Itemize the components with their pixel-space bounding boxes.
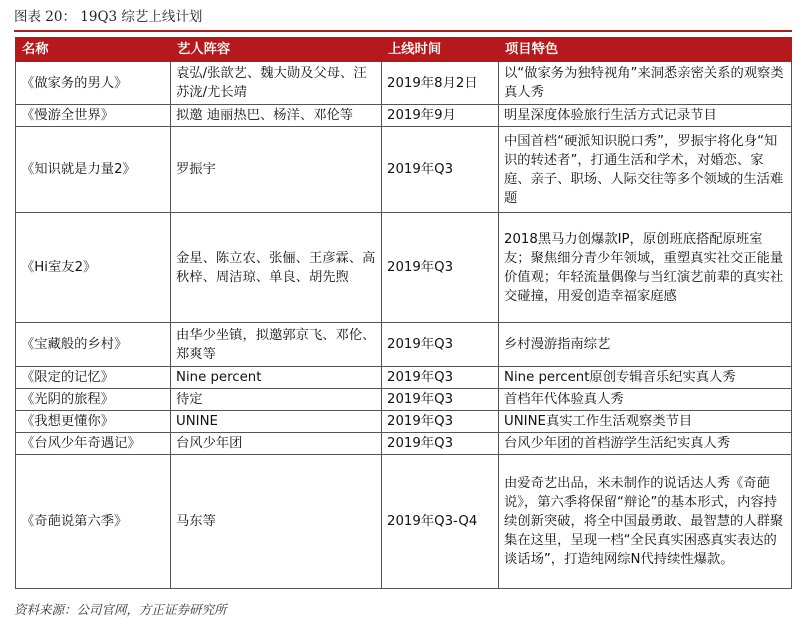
header-cast: 艺人阵容 (171, 38, 382, 62)
cell-feature: Nine percent原创专辑音乐纪实真人秀 (499, 367, 792, 389)
cell-cast: 台风少年团 (171, 433, 382, 455)
cell-date: 2019年Q3 (382, 213, 499, 323)
cell-feature: 台风少年团的首档游学生活纪实真人秀 (499, 433, 792, 455)
variety-show-table (15, 37, 792, 589)
table-row (16, 105, 792, 127)
source-note: 资料来源：公司官网，方正证券研究所 (14, 602, 227, 617)
cell-name: 《限定的记忆》 (16, 367, 171, 389)
cell-cast: 袁弘/张歆艺、魏大勋及父母、汪苏泷/尤长靖 (171, 62, 382, 105)
cell-date: 2019年Q3 (382, 411, 499, 433)
cell-date: 2019年9月 (382, 105, 499, 127)
cell-cast: 待定 (171, 389, 382, 411)
cell-feature: 首档年代体验真人秀 (499, 389, 792, 411)
table-row (16, 323, 792, 367)
header-name: 名称 (16, 38, 171, 62)
cell-name: 《我想更懂你》 (16, 411, 171, 433)
cell-cast: 由华少坐镇，拟邀郭京飞、邓伦、郑爽等 (171, 323, 382, 367)
cell-date: 2019年Q3 (382, 127, 499, 213)
cell-name: 《奇葩说第六季》 (16, 455, 171, 589)
cell-feature: 明星深度体验旅行生活方式记录节目 (499, 105, 792, 127)
table-row (16, 433, 792, 455)
title-underline (14, 30, 792, 32)
cell-cast: UNINE (171, 411, 382, 433)
cell-cast: 马东等 (171, 455, 382, 589)
cell-feature: 2018黑马力创爆款IP，原创班底搭配原班室友；聚焦细分青少年领域，重塑真实社交正能量价值观；年轻流量偶像与当红演艺前辈的真实社交碰撞，用爱创造幸福家庭感 (499, 213, 792, 323)
cell-date: 2019年Q3 (382, 389, 499, 411)
table-row (16, 389, 792, 411)
cell-date: 2019年Q3 (382, 433, 499, 455)
cell-date: 2019年Q3 (382, 323, 499, 367)
cell-date: 2019年Q3 (382, 367, 499, 389)
cell-feature: UNINE真实工作生活观察类节目 (499, 411, 792, 433)
cell-name: 《宝藏般的乡村》 (16, 323, 171, 367)
cell-name: 《光阴的旅程》 (16, 389, 171, 411)
cell-cast: 金星、陈立农、张俪、王彦霖、高秋梓、周洁琼、单良、胡先煦 (171, 213, 382, 323)
cell-date: 2019年8月2日 (382, 62, 499, 105)
table-header-row (16, 38, 792, 62)
table-row (16, 127, 792, 213)
cell-feature: 由爱奇艺出品，米未制作的说话达人秀《奇葩说》，第六季将保留“辩论”的基本形式，内容持续创新突破，将全中国最勇敢、最智慧的人群聚集在这里，呈现一档“全民真实困惑真实表达的谈话场”，打造纯网综N代持续性爆款。 (499, 455, 792, 589)
header-feature: 项目特色 (499, 38, 792, 62)
table-row (16, 213, 792, 323)
cell-date: 2019年Q3-Q4 (382, 455, 499, 589)
cell-name: 《知识就是力量2》 (16, 127, 171, 213)
cell-name: 《台风少年奇遇记》 (16, 433, 171, 455)
cell-name: 《做家务的男人》 (16, 62, 171, 105)
table-row (16, 455, 792, 589)
figure-title: 图表 20： 19Q3 综艺上线计划 (14, 9, 203, 25)
table-row (16, 62, 792, 105)
table-row (16, 367, 792, 389)
header-date: 上线时间 (382, 38, 499, 62)
cell-cast: 拟邀 迪丽热巴、杨洋、邓伦等 (171, 105, 382, 127)
cell-cast: Nine percent (171, 367, 382, 389)
cell-name: 《Hi室友2》 (16, 213, 171, 323)
table-row (16, 411, 792, 433)
cell-feature: 乡村漫游指南综艺 (499, 323, 792, 367)
cell-feature: 以“做家务为独特视角”来洞悉亲密关系的观察类真人秀 (499, 62, 792, 105)
cell-feature: 中国首档“硬派知识脱口秀”，罗振宇将化身“知识的转述者”，打通生活和学术，对婚恋、家庭、亲子、职场、人际交往等多个领域的生活难题 (499, 127, 792, 213)
cell-cast: 罗振宇 (171, 127, 382, 213)
cell-name: 《慢游全世界》 (16, 105, 171, 127)
